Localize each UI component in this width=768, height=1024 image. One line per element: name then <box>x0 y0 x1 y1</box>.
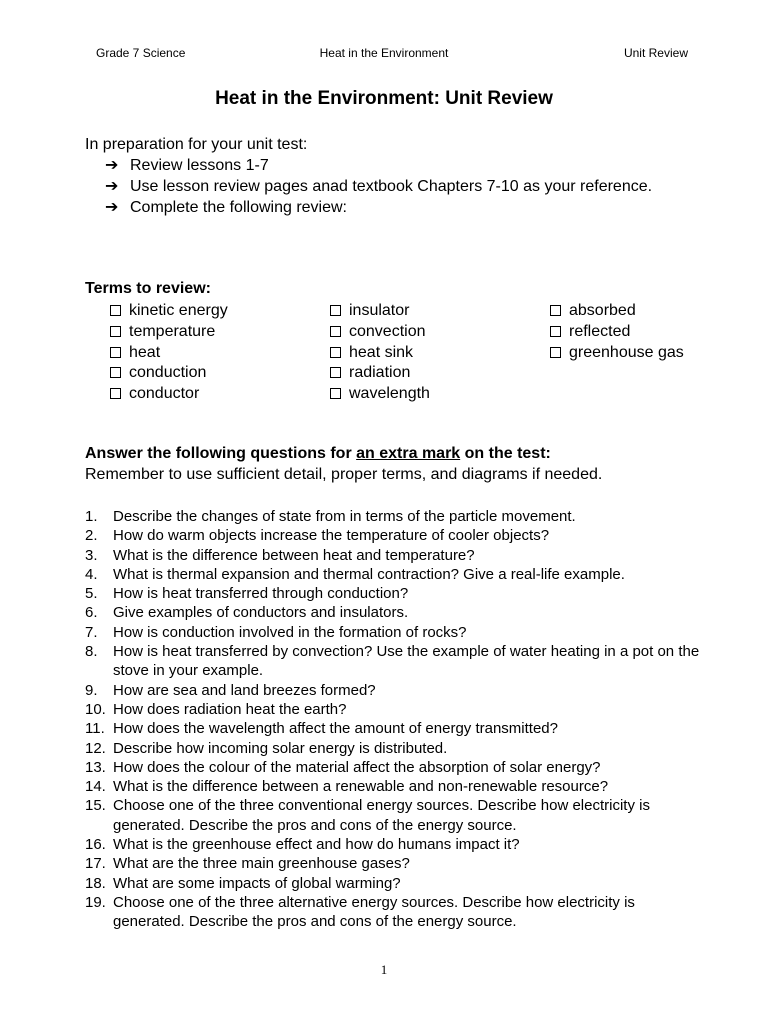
question-number: 17. <box>85 855 106 873</box>
term-item <box>106 363 228 384</box>
checkbox-icon[interactable] <box>550 305 561 316</box>
prep-item <box>105 155 665 176</box>
question-item <box>85 603 700 622</box>
questions-heading-pre: Answer the following questions for <box>85 445 357 462</box>
term-item <box>326 322 430 343</box>
arrow-icon: ➔ <box>105 178 119 195</box>
term-item <box>326 384 430 405</box>
checkbox-icon[interactable] <box>330 388 341 399</box>
question-text: Give examples of conductors and insulators. <box>113 604 409 622</box>
checkbox-icon[interactable] <box>550 347 561 358</box>
instructions-text: Remember to use sufficient detail, proper terms, and diagrams if needed. <box>85 466 603 483</box>
question-item <box>85 546 700 565</box>
prep-item <box>105 176 665 197</box>
term-label: kinetic energy <box>129 302 228 319</box>
term-label: temperature <box>129 322 216 340</box>
header-doc-type: Unit Review <box>623 46 688 60</box>
terms-column-2 <box>326 301 430 405</box>
question-text: How does the wavelength affect the amount of energy transmitted? <box>113 720 558 738</box>
question-item <box>85 758 700 777</box>
questions-heading-emphasis: an extra mark <box>356 445 461 462</box>
term-item <box>106 343 228 364</box>
checkbox-icon[interactable] <box>110 367 121 378</box>
header-course: Grade 7 Science <box>96 46 186 60</box>
question-item <box>85 681 700 700</box>
term-label: radiation <box>349 364 411 382</box>
terms-column-3 <box>546 301 684 363</box>
question-text: What is the difference between a renewable and non-renewable resource? <box>113 778 609 796</box>
term-item <box>106 301 228 322</box>
question-number: 14. <box>85 778 106 796</box>
question-number: 1. <box>85 508 98 525</box>
question-number: 12. <box>85 739 106 757</box>
question-item <box>85 526 700 545</box>
term-item <box>546 322 684 343</box>
question-item <box>85 835 700 854</box>
page-title: Heat in the Environment: Unit Review <box>215 88 553 109</box>
question-item <box>85 565 700 584</box>
term-label: absorbed <box>569 302 636 319</box>
question-text: How is heat transferred by convection? Use the example of water heating in a pot on the stove in your example. <box>113 643 700 680</box>
question-number: 5. <box>85 585 98 603</box>
question-text: How do warm objects increase the temperature of cooler objects? <box>113 527 550 545</box>
term-item <box>106 322 228 343</box>
term-item <box>546 343 684 364</box>
question-number: 10. <box>85 700 106 718</box>
question-number: 3. <box>85 546 98 564</box>
term-label: reflected <box>569 322 631 340</box>
question-text: How are sea and land breezes formed? <box>113 681 376 699</box>
arrow-icon: ➔ <box>105 199 119 216</box>
question-text: How is heat transferred through conduction? <box>113 585 409 603</box>
questions-list <box>85 507 700 932</box>
question-item <box>85 623 700 642</box>
question-number: 11. <box>85 720 105 738</box>
header-unit: Heat in the Environment <box>319 46 449 60</box>
question-item <box>85 739 700 758</box>
question-text: What is the greenhouse effect and how do humans impact it? <box>113 836 520 854</box>
checkbox-icon[interactable] <box>110 388 121 399</box>
question-number: 9. <box>85 681 98 699</box>
question-text: Describe how incoming solar energy is distributed. <box>113 739 448 757</box>
question-text: Choose one of the three alternative energy sources. Describe how electricity is generated. Describe the pros and cons of the energy source. <box>113 893 635 931</box>
term-label: conductor <box>129 385 200 403</box>
intro-text: In preparation for your unit test: <box>85 136 308 153</box>
arrow-icon: ➔ <box>105 157 119 174</box>
prep-item-text: Review lessons 1-7 <box>130 157 269 174</box>
checkbox-icon[interactable] <box>110 305 121 316</box>
question-item <box>85 874 700 893</box>
prep-item-text: Complete the following review: <box>130 199 347 216</box>
question-number: 19. <box>85 893 106 911</box>
term-item <box>106 384 228 405</box>
questions-heading-post: on the test: <box>460 445 551 462</box>
prep-item-text: Use lesson review pages anad textbook Chapters 7-10 as your reference. <box>130 178 653 195</box>
question-item <box>85 796 700 835</box>
terms-column-1 <box>106 301 228 405</box>
term-item <box>326 363 430 384</box>
term-item <box>326 343 430 364</box>
checkbox-icon[interactable] <box>550 326 561 337</box>
questions-heading <box>85 445 551 463</box>
question-item <box>85 584 700 603</box>
question-number: 6. <box>85 604 98 622</box>
term-item <box>546 301 684 322</box>
question-item <box>85 854 700 873</box>
term-label: convection <box>349 322 426 340</box>
checkbox-icon[interactable] <box>330 326 341 337</box>
question-item <box>85 700 700 719</box>
term-label: heat <box>129 343 161 361</box>
checkbox-icon[interactable] <box>330 367 341 378</box>
prep-list <box>105 155 665 218</box>
question-item <box>85 777 700 796</box>
page-number: 1 <box>380 962 388 977</box>
question-number: 7. <box>85 623 98 641</box>
term-label: insulator <box>349 302 410 319</box>
question-text: What is thermal expansion and thermal contraction? Give a real-life example. <box>113 565 625 583</box>
question-item <box>85 507 700 526</box>
question-text: What are some impacts of global warming? <box>113 874 401 892</box>
question-number: 8. <box>85 643 98 661</box>
question-number: 13. <box>85 758 106 776</box>
term-label: wavelength <box>349 385 430 403</box>
question-text: How is conduction involved in the formation of rocks? <box>113 623 467 641</box>
question-text: How does radiation heat the earth? <box>113 700 347 718</box>
terms-heading: Terms to review: <box>85 280 211 297</box>
checkbox-icon[interactable] <box>330 347 341 358</box>
checkbox-icon[interactable] <box>110 326 121 337</box>
checkbox-icon[interactable] <box>330 305 341 316</box>
question-text: What are the three main greenhouse gases? <box>113 855 410 873</box>
prep-item <box>105 197 665 218</box>
question-number: 4. <box>85 565 98 583</box>
question-number: 18. <box>85 874 106 892</box>
term-label: greenhouse gas <box>569 343 684 361</box>
question-text: How does the colour of the material affect the absorption of solar energy? <box>113 758 601 776</box>
term-label: heat sink <box>349 343 414 361</box>
question-text: What is the difference between heat and temperature? <box>113 546 475 564</box>
question-number: 16. <box>85 836 106 854</box>
question-number: 2. <box>85 527 98 545</box>
question-number: 15. <box>85 797 106 815</box>
question-text: Choose one of the three conventional energy sources. Describe how electricity is generated. Describe the pros and cons of the energy source. <box>113 797 650 834</box>
term-item <box>326 301 430 322</box>
term-label: conduction <box>129 364 207 382</box>
question-item <box>85 719 700 738</box>
question-text: Describe the changes of state from in terms of the particle movement. <box>113 508 576 525</box>
question-item <box>85 893 700 932</box>
question-item <box>85 642 700 681</box>
checkbox-icon[interactable] <box>110 347 121 358</box>
